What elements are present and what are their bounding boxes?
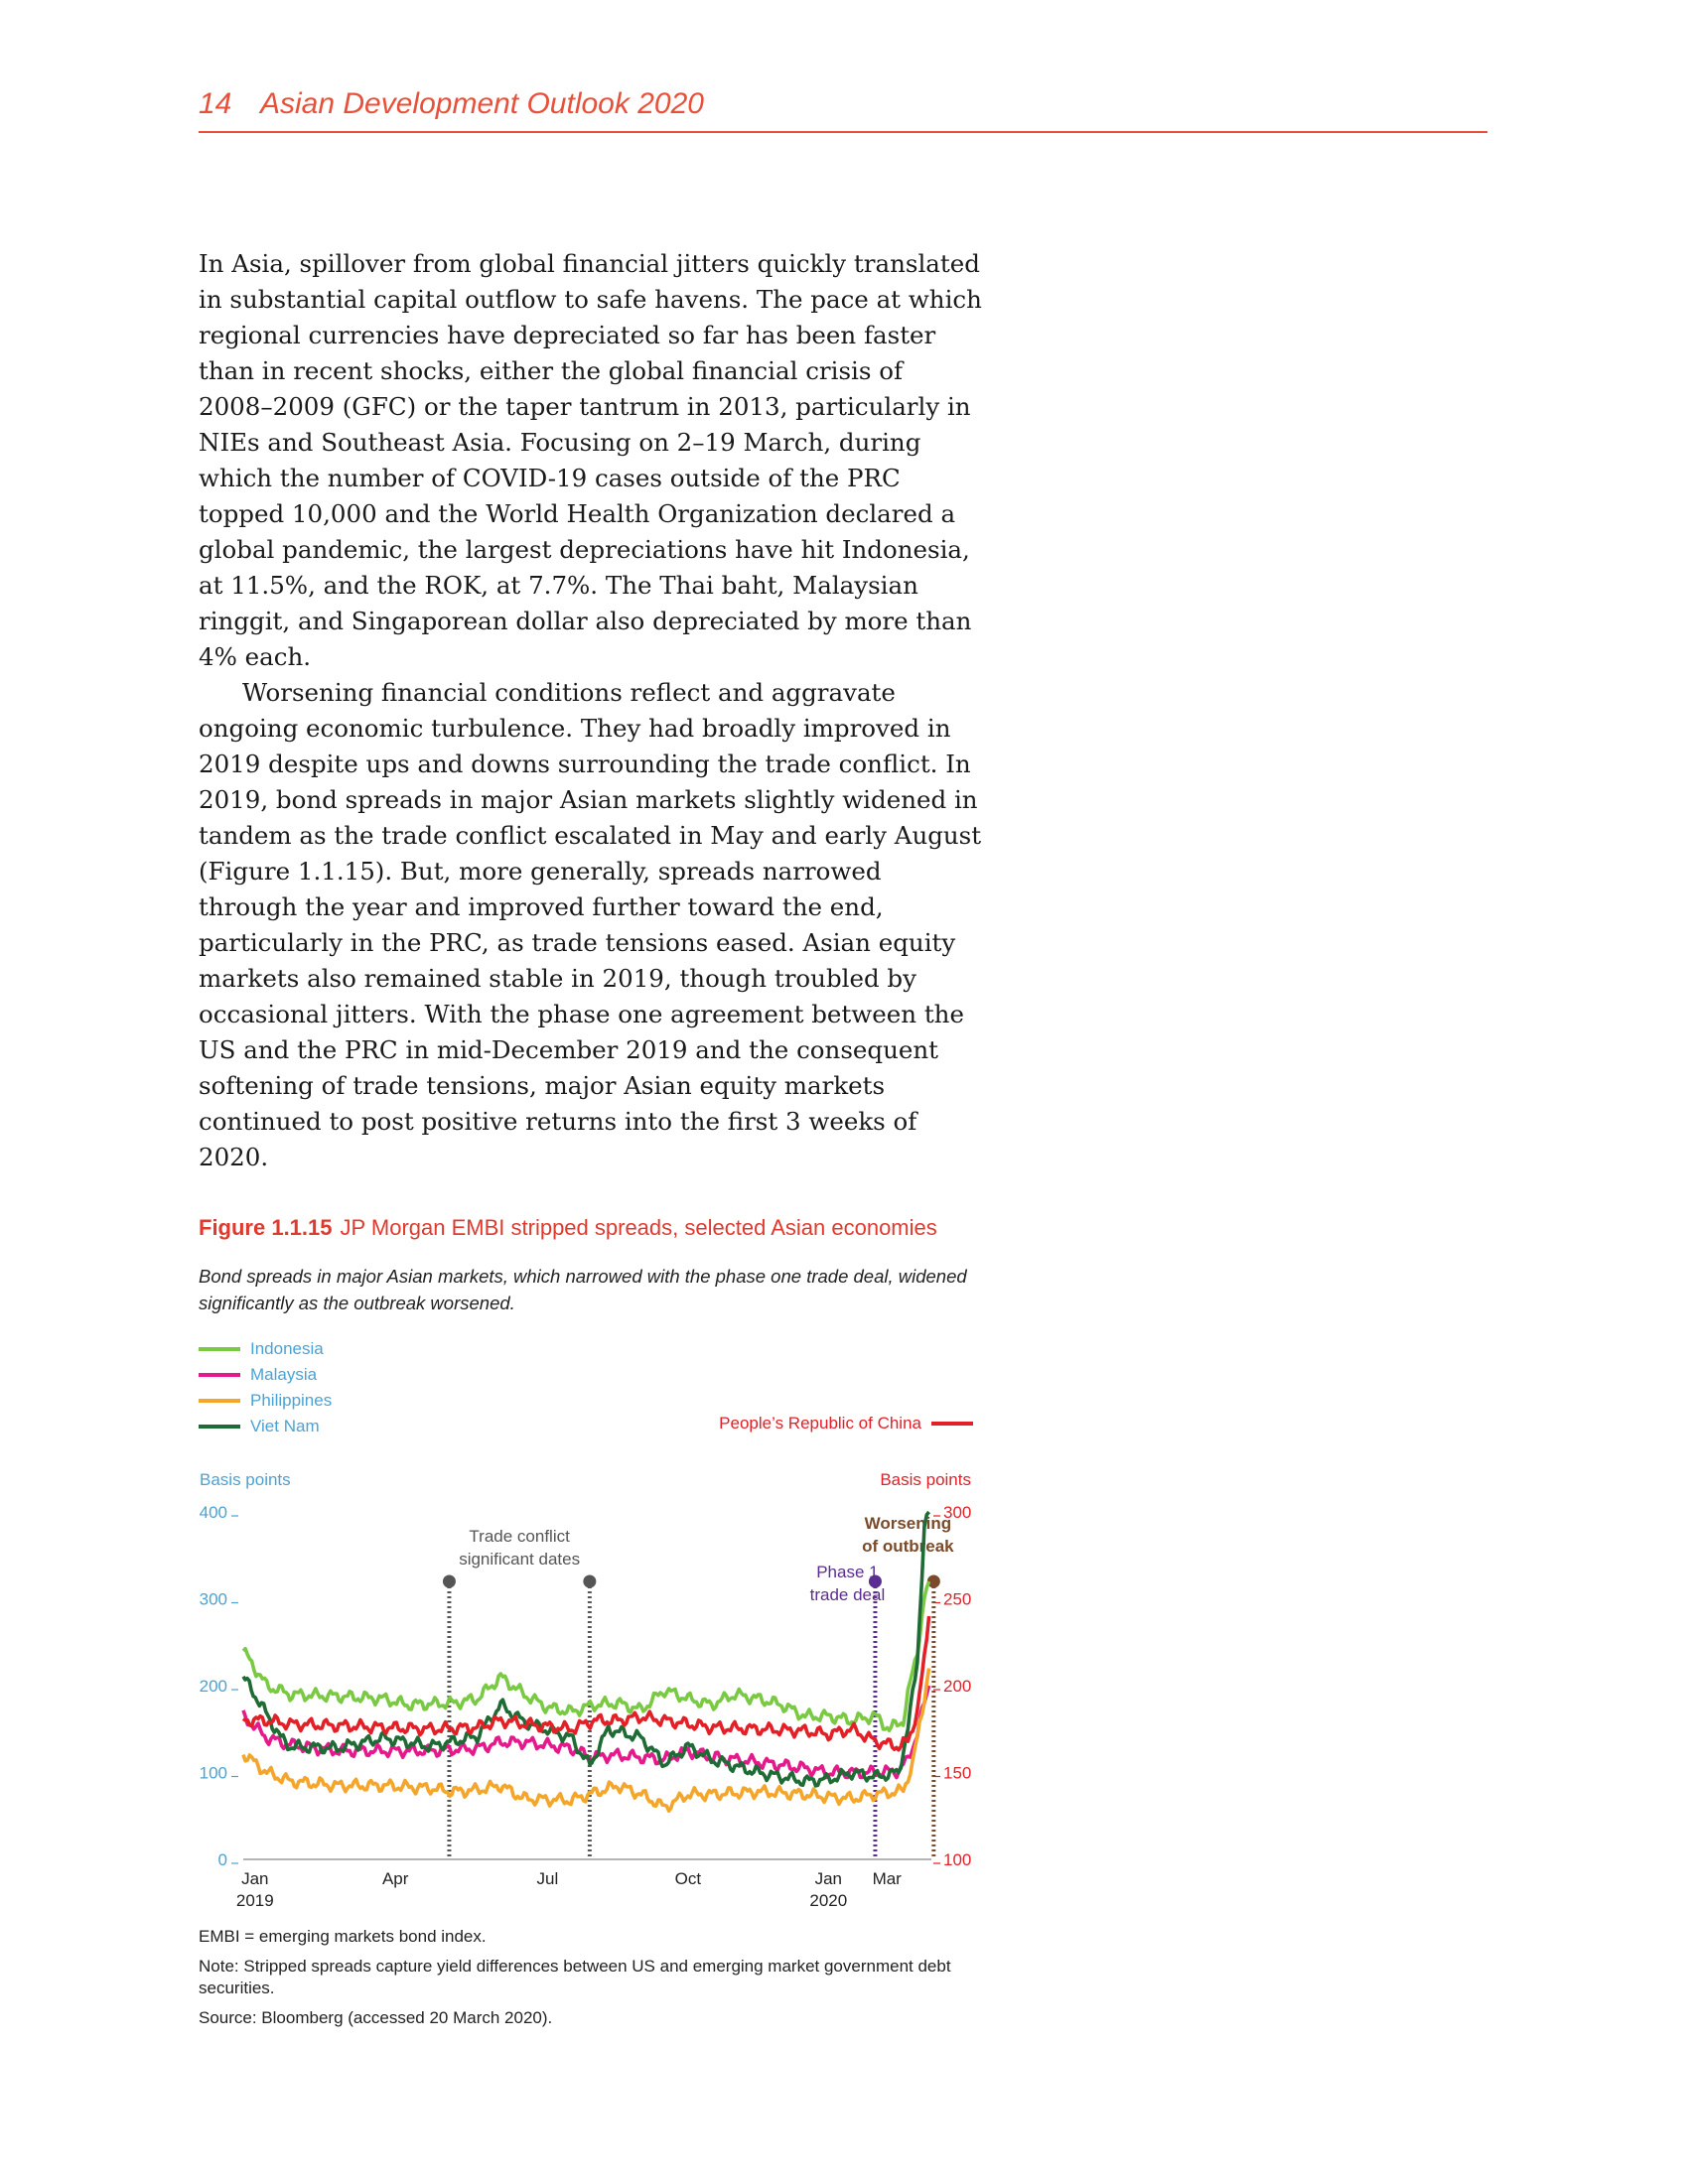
left-axis-title: Basis points [200,1470,291,1489]
x-tick-label: Mar [872,1869,902,1888]
x-tick-year: 2020 [809,1891,848,1910]
event-label: significant dates [459,1550,581,1569]
y-tick-right: 150 [943,1763,972,1783]
event-label: of outbreak [862,1537,954,1556]
event-label: Worsening [864,1514,952,1533]
figure-notes [199,1926,983,2037]
paragraph-2: Worsening financial conditions reflect and aggravate ongoing economic turbulence. They had broadly improved in 2019 despite ups and downs surrounding the trade conflict. In 2019, bond spreads in major Asian markets slightly widened in tandem as the trade conflict escalated in May and early August (Figure 1.1.15). But, more generally, spreads narrowed through the year and improved further toward the end, particularly in the PRC, as trade tensions eased. Asian equity markets also remained stable in 2019, though troubled by occasional jitters. With the phase one agreement between the US and the PRC in mid-December 2019 and the consequent softening of trade tensions, major Asian equity markets continued to post positive returns into the first 3 weeks of 2020. [199,678,982,1171]
legend-label: Viet Nam [250,1417,320,1435]
event-marker [443,1575,456,1588]
paragraph-1: In Asia, spillover from global financial jitters quickly translated in substantial capital outflow to safe havens. The pace at which regional currencies have depreciated so far has been faster than in recent shocks, either the global financial crisis of 2008–2009 (GFC) or the taper tantrum in 2013, particularly in NIEs and Southeast Asia. Focusing on 2–19 March, during which the number of COVID-19 cases outside of the PRC topped 10,000 and the World Health Organization declared a global pandemic, the largest depreciations have hit Indonesia, at 11.5%, and the ROK, at 7.7%. The Thai baht, Malaysian ringgit, and Singaporean dollar also depreciated by more than 4% each. [199,249,982,671]
x-tick-label: Jan [814,1869,842,1888]
y-tick-left: 200 [199,1677,227,1696]
y-tick-left: 0 [217,1850,227,1869]
abbreviation-note: EMBI = emerging markets bond index. [199,1927,487,1946]
series-line-viet-nam [243,1512,929,1786]
event-label: Phase 1 [816,1563,879,1581]
y-tick-right: 100 [943,1850,972,1869]
figure-title-text: JP Morgan EMBI stripped spreads, selected Asian economies [340,1215,937,1240]
event-label: Trade conflict [469,1527,570,1546]
series-line-malaysia [243,1686,929,1778]
source-text: Source: Bloomberg (accessed 20 March 2020). [199,2008,553,2027]
y-tick-left: 400 [199,1503,227,1522]
y-tick-left: 300 [199,1589,227,1609]
legend-label: People’s Republic of China [719,1414,921,1433]
legend-label: Malaysia [250,1365,318,1384]
figure-subtitle: Bond spreads in major Asian markets, which narrowed with the phase one trade deal, widened significantly as the outbreak worsened. [199,1266,967,1313]
y-tick-right: 250 [943,1589,972,1609]
publication-title: Asian Development Outlook 2020 [260,87,704,120]
x-tick-label: Jan [241,1869,269,1888]
x-tick-year: 2019 [235,1891,274,1910]
x-tick-label: Oct [674,1869,702,1888]
x-tick-label: Apr [381,1869,409,1888]
series-line-people-s-republic-of-china [243,1616,929,1750]
event-label: trade deal [809,1585,886,1604]
y-tick-left: 100 [199,1763,227,1783]
legend-label: Indonesia [250,1339,324,1358]
note-text: Note: Stripped spreads capture yield differences between US and emerging market government debt securities. [199,1957,951,1997]
y-tick-right: 300 [943,1503,972,1522]
y-tick-right: 200 [943,1677,972,1696]
figure-number: Figure 1.1.15 [199,1215,333,1240]
event-marker [583,1575,596,1588]
x-tick-label: Jul [536,1869,559,1888]
legend-label: Philippines [250,1391,333,1410]
page-number: 14 [199,87,232,120]
right-axis-title: Basis points [880,1470,971,1489]
